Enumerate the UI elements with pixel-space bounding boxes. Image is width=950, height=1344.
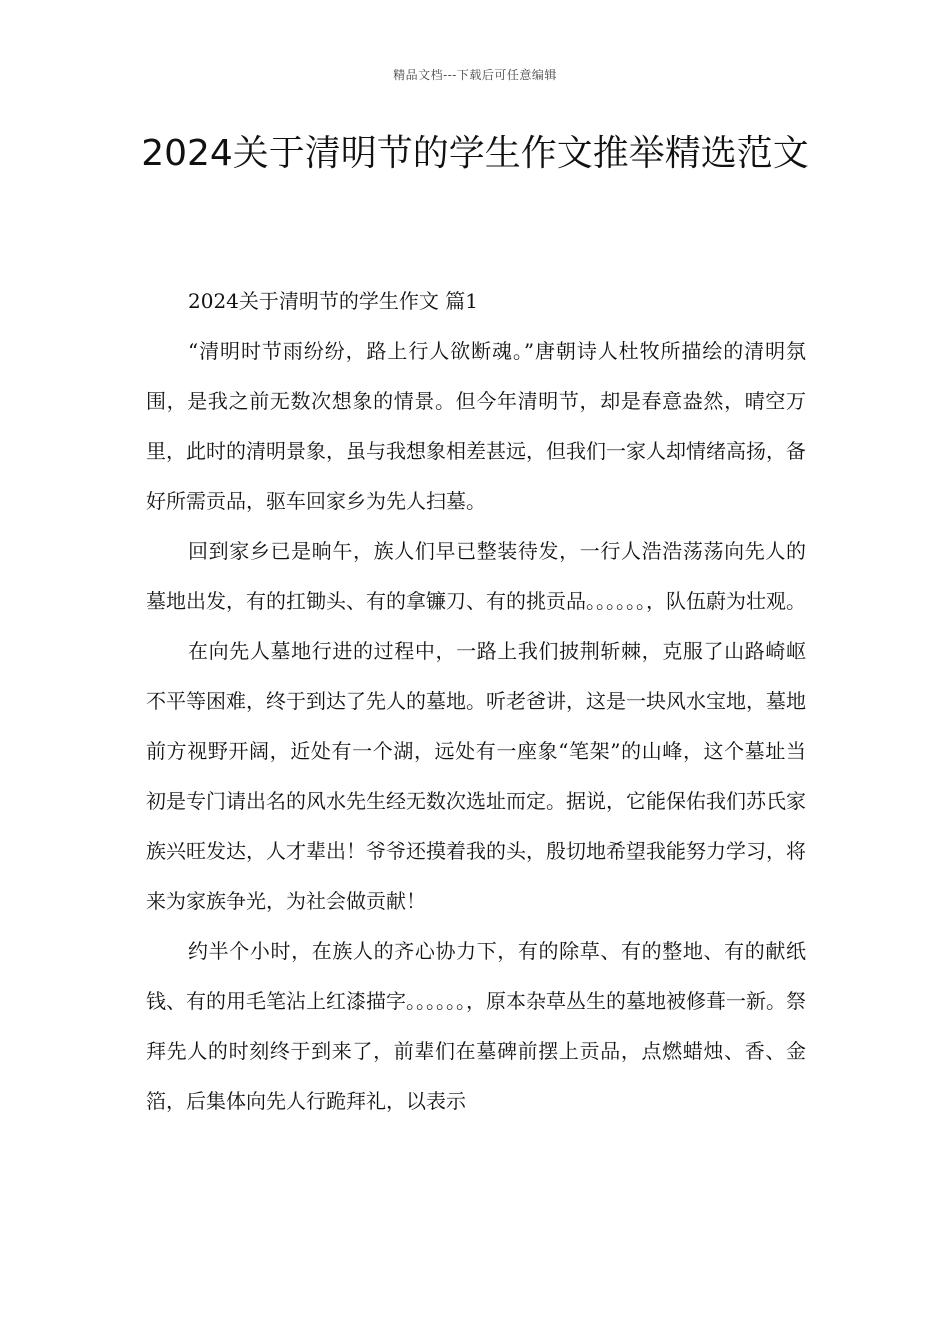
paragraph-2: 回到家乡已是晌午，族人们早已整装待发，一行人浩浩荡荡向先人的墓地出发，有的扛锄头、有的拿镰刀、有的挑贡品。。。。。。，队伍蔚为壮观。 — [146, 539, 806, 613]
document-title: 2024关于清明节的学生作文推举精选范文 — [141, 133, 809, 174]
document-body — [146, 276, 806, 1126]
paragraph-3: 在向先人墓地行进的过程中，一路上我们披荆斩棘，克服了山路崎岖不平等困难，终于到达了先人的墓地。听老爸讲，这是一块风水宝地，墓地前方视野开阔，近处有一个湖，远处有一座象“笔架”的山峰，这个墓址当初是专门请出名的风水先生经无数次选址而定。据说，它能保佑我们苏氏家族兴旺发达，人才辈出！爷爷还摸着我的头，殷切地希望我能努力学习，将来为家族争光，为社会做贡献！ — [146, 639, 806, 913]
paragraph-4: 约半个小时，在族人的齐心协力下，有的除草、有的整地、有的献纸钱、有的用毛笔沾上红漆描字。。。。。。，原本杂草丛生的墓地被修葺一新。祭拜先人的时刻终于到来了，前辈们在墓碑前摆上贡品，点燃蜡烛、香、金箔，后集体向先人行跪拜礼，以表示 — [146, 939, 806, 1113]
paragraph-1: “清明时节雨纷纷，路上行人欲断魂。”唐朝诗人杜牧所描绘的清明氛围，是我之前无数次想象的情景。但今年清明节，却是春意盎然，晴空万里，此时的清明景象，虽与我想象相差甚远，但我们一家人却情绪高扬，备好所需贡品，驱车回家乡为先人扫墓。 — [146, 339, 806, 513]
essay-subtitle: 2024关于清明节的学生作文 篇1 — [188, 289, 478, 313]
header-note: 精品文档---下载后可任意编辑 — [393, 68, 557, 82]
